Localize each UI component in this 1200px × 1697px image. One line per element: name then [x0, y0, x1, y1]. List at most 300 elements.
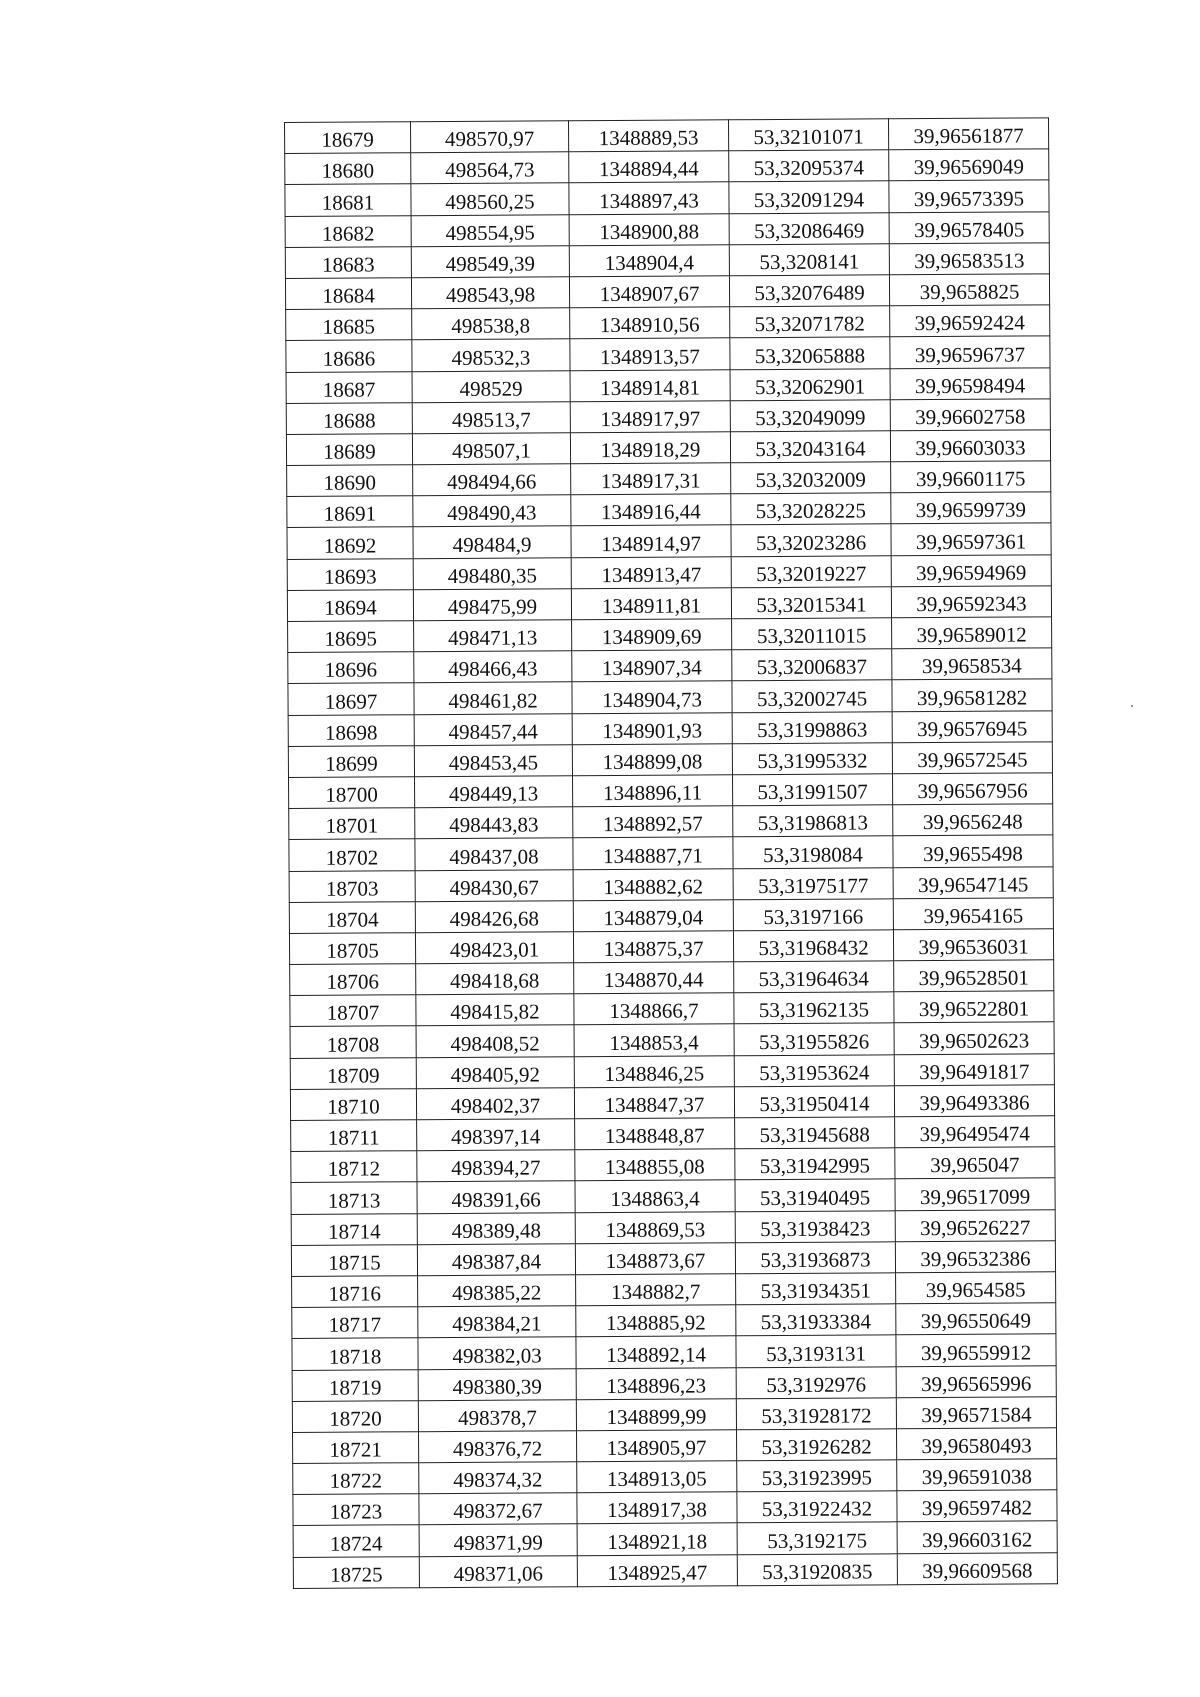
y-coordinate-cell [573, 899, 733, 931]
y-coordinate-text: 1348899,08 [602, 749, 703, 775]
latitude-cell [735, 1117, 895, 1149]
y-coordinate-cell [577, 1554, 737, 1586]
longitude-text: 39,9654165 [923, 903, 1024, 928]
table-row [289, 835, 1053, 871]
longitude-cell [890, 305, 1050, 337]
x-coordinate-cell [416, 1025, 574, 1057]
latitude-text: 53,31942995 [759, 1153, 871, 1179]
latitude-cell [730, 399, 890, 431]
x-coordinate-text: 498415,82 [450, 999, 540, 1025]
longitude-cell [891, 492, 1051, 524]
latitude-cell [734, 1023, 894, 1055]
x-coordinate-text: 498430,67 [449, 875, 539, 900]
latitude-text: 53,32095374 [753, 155, 864, 181]
longitude-cell [896, 1272, 1056, 1304]
longitude-cell [888, 118, 1048, 150]
latitude-text: 53,31950414 [759, 1091, 870, 1117]
point-number-cell [289, 870, 415, 902]
latitude-cell [735, 1148, 895, 1180]
y-coordinate-cell [574, 1055, 734, 1087]
latitude-text: 53,31936873 [760, 1247, 871, 1273]
longitude-text: 39,96598494 [914, 373, 1026, 398]
point-number-cell [286, 371, 412, 403]
latitude-text: 53,31938423 [760, 1216, 871, 1241]
latitude-text: 53,32028225 [755, 498, 867, 524]
y-coordinate-text: 1348901,93 [602, 718, 703, 743]
latitude-cell [732, 618, 892, 650]
table-row [285, 243, 1049, 279]
latitude-text: 53,3208141 [759, 249, 860, 275]
x-coordinate-text: 498475,99 [447, 594, 538, 620]
latitude-text: 53,32019227 [756, 561, 867, 586]
y-coordinate-text: 1348909,69 [601, 624, 702, 650]
x-coordinate-text: 498443,83 [449, 812, 539, 838]
x-coordinate-text: 498532,3 [451, 344, 531, 370]
point-number-text: 18696 [324, 657, 378, 683]
x-coordinate-cell [419, 1431, 577, 1463]
y-coordinate-text: 1348853,4 [609, 1030, 699, 1055]
longitude-cell [896, 1428, 1056, 1460]
point-number-cell [289, 839, 415, 871]
x-coordinate-cell [411, 214, 569, 246]
y-coordinate-text: 1348847,37 [604, 1092, 705, 1118]
longitude-cell [895, 1178, 1055, 1210]
y-coordinate-cell [571, 463, 731, 495]
y-coordinate-cell [572, 775, 732, 807]
point-number-text: 18702 [325, 844, 379, 870]
longitude-cell [889, 211, 1049, 243]
y-coordinate-cell [570, 307, 730, 339]
y-coordinate-cell [573, 868, 733, 900]
latitude-cell [731, 493, 891, 525]
x-coordinate-text: 498471,13 [447, 625, 538, 651]
latitude-cell [730, 306, 890, 338]
latitude-cell [734, 1054, 894, 1086]
point-number-text: 18693 [323, 564, 377, 589]
y-coordinate-text: 1348904,4 [604, 250, 695, 275]
x-coordinate-text: 498397,14 [451, 1124, 541, 1150]
point-number-text: 18712 [327, 1156, 381, 1182]
x-coordinate-cell [415, 838, 573, 870]
longitude-cell [892, 742, 1052, 774]
x-coordinate-text: 498549,39 [445, 251, 536, 276]
x-coordinate-cell [415, 932, 573, 964]
point-number-text: 18697 [324, 689, 378, 714]
table-row [286, 305, 1050, 341]
point-number-text: 18721 [329, 1437, 382, 1462]
point-number-cell [286, 309, 412, 341]
y-coordinate-cell [571, 556, 731, 588]
x-coordinate-cell [414, 651, 572, 683]
longitude-cell [895, 1209, 1055, 1241]
point-number-text: 18717 [328, 1312, 382, 1338]
table-row [292, 1334, 1056, 1370]
longitude-cell [893, 898, 1053, 930]
longitude-text: 39,96602758 [915, 404, 1026, 430]
table-row [290, 1053, 1054, 1089]
longitude-cell [896, 1365, 1056, 1397]
latitude-cell [737, 1460, 897, 1492]
table-row [293, 1490, 1057, 1526]
y-coordinate-text: 1348892,14 [606, 1341, 706, 1367]
point-number-text: 18718 [328, 1343, 382, 1369]
point-number-text: 18719 [328, 1375, 382, 1400]
latitude-cell [731, 524, 891, 556]
point-number-text: 18686 [322, 345, 376, 371]
point-number-cell [286, 340, 412, 372]
x-coordinate-text: 498371,06 [453, 1561, 544, 1586]
x-coordinate-cell [417, 1150, 575, 1182]
latitude-text: 53,32049099 [755, 405, 866, 431]
table-row [287, 586, 1051, 622]
longitude-text: 39,96592424 [914, 310, 1025, 336]
table-row [289, 866, 1053, 902]
table-row [292, 1303, 1056, 1339]
latitude-text: 53,32043164 [755, 436, 866, 462]
latitude-text: 53,31934351 [760, 1278, 871, 1304]
table-row [288, 679, 1052, 715]
y-coordinate-text: 1348869,53 [605, 1217, 706, 1242]
longitude-cell [894, 1085, 1054, 1117]
x-coordinate-cell [412, 308, 570, 340]
longitude-cell [895, 1241, 1055, 1273]
x-coordinate-cell [418, 1399, 576, 1431]
y-coordinate-text: 1348904,73 [602, 687, 702, 712]
longitude-text: 39,9658825 [919, 279, 1020, 305]
y-coordinate-cell [577, 1523, 737, 1555]
x-coordinate-cell [411, 183, 569, 215]
y-coordinate-cell [570, 400, 730, 432]
y-coordinate-cell [570, 432, 730, 464]
longitude-cell [892, 679, 1052, 711]
point-number-text: 18690 [323, 470, 377, 496]
x-coordinate-text: 498449,13 [448, 781, 539, 807]
x-coordinate-cell [411, 277, 569, 309]
latitude-text: 53,31968432 [758, 935, 869, 961]
y-coordinate-text: 1348914,97 [601, 531, 702, 556]
point-number-text: 18681 [321, 190, 375, 215]
longitude-cell [891, 461, 1051, 493]
point-number-cell [293, 1556, 419, 1588]
latitude-text: 53,31923995 [761, 1465, 872, 1491]
latitude-text: 53,31964634 [758, 966, 869, 992]
latitude-cell [735, 1210, 895, 1242]
longitude-text: 39,96561877 [913, 123, 1024, 149]
latitude-cell [736, 1366, 896, 1398]
latitude-cell [732, 743, 892, 775]
x-coordinate-text: 498402,37 [450, 1093, 541, 1118]
y-coordinate-text: 1348907,34 [601, 655, 702, 681]
x-coordinate-text: 498394,27 [451, 1155, 541, 1181]
y-coordinate-text: 1348905,97 [606, 1435, 707, 1461]
latitude-cell [730, 368, 890, 400]
latitude-text: 53,31945688 [759, 1122, 870, 1148]
latitude-text: 53,31995332 [757, 748, 868, 774]
latitude-cell [729, 244, 889, 276]
longitude-text: 39,96491817 [919, 1059, 1030, 1084]
point-number-cell [290, 1089, 416, 1121]
coordinates-table-body [285, 118, 1058, 1588]
latitude-cell [732, 774, 892, 806]
longitude-text: 39,96571584 [921, 1402, 1032, 1428]
point-number-cell [291, 1182, 417, 1214]
point-number-cell [287, 527, 413, 559]
longitude-text: 39,96517099 [919, 1184, 1031, 1209]
x-coordinate-cell [413, 557, 571, 589]
point-number-cell [286, 434, 412, 466]
latitude-text: 53,3192976 [766, 1372, 867, 1397]
x-coordinate-text: 498389,48 [451, 1218, 541, 1243]
y-coordinate-text: 1348897,43 [599, 188, 699, 213]
y-coordinate-text: 1348925,47 [607, 1560, 708, 1585]
x-coordinate-text: 498461,82 [448, 688, 538, 713]
table-row [292, 1272, 1056, 1308]
longitude-cell [894, 991, 1054, 1023]
point-number-text: 18684 [322, 283, 375, 308]
x-coordinate-cell [416, 994, 574, 1026]
point-number-text: 18707 [326, 1000, 380, 1026]
y-coordinate-cell [577, 1492, 737, 1524]
x-coordinate-text: 498374,32 [453, 1467, 543, 1493]
longitude-text: 39,96594969 [916, 560, 1027, 585]
point-number-cell [287, 465, 413, 497]
latitude-text: 53,31998863 [757, 717, 868, 742]
latitude-text: 53,31920835 [762, 1559, 873, 1584]
point-number-text: 18692 [323, 533, 377, 558]
point-number-text: 18679 [321, 127, 374, 152]
point-number-cell [290, 964, 416, 996]
x-coordinate-cell [414, 682, 572, 714]
y-coordinate-cell [570, 338, 730, 370]
latitude-cell [732, 711, 892, 743]
point-number-cell [291, 1213, 417, 1245]
point-number-cell [288, 714, 414, 746]
latitude-cell [733, 805, 893, 837]
latitude-cell [728, 119, 888, 151]
longitude-cell [897, 1459, 1057, 1491]
point-number-text: 18720 [329, 1406, 382, 1431]
x-coordinate-cell [418, 1306, 576, 1338]
longitude-text: 39,965047 [930, 1152, 1020, 1178]
table-row [290, 1085, 1054, 1121]
latitude-text: 53,32023286 [755, 530, 867, 555]
point-number-text: 18700 [325, 782, 378, 807]
latitude-cell [733, 836, 893, 868]
latitude-text: 53,31922432 [761, 1496, 873, 1522]
longitude-text: 39,96550649 [920, 1308, 1032, 1334]
x-coordinate-cell [413, 589, 571, 621]
y-coordinate-cell [574, 1087, 734, 1119]
x-coordinate-text: 498376,72 [452, 1436, 543, 1462]
latitude-text: 53,31940495 [759, 1185, 871, 1210]
x-coordinate-text: 498391,66 [451, 1187, 541, 1212]
y-coordinate-text: 1348882,7 [610, 1279, 701, 1305]
point-number-text: 18725 [330, 1562, 383, 1587]
x-coordinate-cell [411, 121, 569, 153]
longitude-cell [893, 866, 1053, 898]
point-number-cell [287, 496, 413, 528]
y-coordinate-text: 1348866,7 [609, 998, 699, 1024]
table-row [288, 648, 1052, 684]
point-number-cell [293, 1525, 419, 1557]
latitude-text: 53,32062901 [754, 374, 866, 399]
latitude-cell [729, 212, 889, 244]
longitude-cell [893, 929, 1053, 961]
y-coordinate-text: 1348894,44 [598, 156, 699, 182]
y-coordinate-text: 1348899,99 [606, 1404, 707, 1429]
table-row [288, 742, 1052, 778]
x-coordinate-cell [415, 900, 573, 932]
latitude-cell [731, 555, 891, 587]
x-coordinate-text: 498384,21 [452, 1311, 542, 1337]
latitude-cell [729, 181, 889, 213]
longitude-cell [889, 180, 1049, 212]
latitude-cell [733, 930, 893, 962]
x-coordinate-text: 498437,08 [449, 843, 539, 869]
point-number-text: 18701 [325, 813, 379, 839]
latitude-text: 53,32065888 [754, 342, 866, 368]
y-coordinate-text: 1348917,38 [607, 1497, 707, 1523]
latitude-text: 53,32015341 [756, 592, 867, 618]
x-coordinate-cell [411, 152, 569, 184]
table-row [285, 211, 1049, 247]
point-number-cell [289, 777, 415, 809]
latitude-cell [731, 462, 891, 494]
y-coordinate-text: 1348873,67 [605, 1248, 706, 1273]
x-coordinate-text: 498423,01 [449, 937, 540, 963]
point-number-cell [287, 558, 413, 590]
longitude-text: 39,96589012 [916, 622, 1027, 648]
latitude-cell [736, 1429, 896, 1461]
y-coordinate-text: 1348896,11 [603, 780, 703, 806]
y-coordinate-text: 1348911,81 [601, 593, 702, 619]
latitude-text: 53,3198084 [763, 841, 863, 867]
x-coordinate-text: 498466,43 [448, 656, 538, 682]
y-coordinate-text: 1348887,71 [603, 842, 703, 868]
y-coordinate-text: 1348882,62 [603, 874, 704, 899]
point-number-text: 18688 [323, 408, 376, 433]
table-row [291, 1178, 1055, 1214]
y-coordinate-cell [575, 1118, 735, 1150]
longitude-text: 39,96601175 [915, 466, 1026, 492]
x-coordinate-text: 498484,9 [452, 532, 532, 557]
point-number-cell [291, 1151, 417, 1183]
longitude-text: 39,96581282 [916, 685, 1028, 710]
point-number-cell [288, 652, 414, 684]
point-number-text: 18722 [329, 1468, 383, 1493]
longitude-text: 39,96572545 [917, 747, 1028, 773]
point-number-cell [285, 153, 411, 185]
longitude-text: 39,96493386 [919, 1090, 1030, 1116]
latitude-cell [736, 1335, 896, 1367]
longitude-cell [895, 1147, 1055, 1179]
y-coordinate-text: 1348910,56 [599, 312, 700, 338]
longitude-text: 39,96573395 [913, 186, 1025, 211]
longitude-text: 39,96576945 [917, 716, 1028, 741]
y-coordinate-cell [573, 931, 733, 963]
table-row [285, 180, 1049, 216]
point-number-cell [289, 808, 415, 840]
y-coordinate-text: 1348879,04 [603, 905, 704, 930]
y-coordinate-text: 1348900,88 [599, 219, 700, 244]
longitude-text: 39,96569049 [913, 154, 1024, 180]
coordinates-table [284, 117, 1058, 1588]
x-coordinate-text: 498387,84 [451, 1249, 542, 1274]
x-coordinate-cell [413, 526, 571, 558]
y-coordinate-cell [575, 1180, 735, 1212]
latitude-text: 53,32071782 [754, 311, 865, 337]
x-coordinate-cell [411, 246, 569, 278]
point-number-cell [285, 278, 411, 310]
scan-speck [1131, 705, 1133, 707]
table-row [285, 118, 1049, 154]
latitude-text: 53,31955826 [758, 1029, 870, 1054]
y-coordinate-cell [569, 182, 729, 214]
longitude-cell [897, 1490, 1057, 1522]
x-coordinate-text: 498405,92 [450, 1062, 541, 1087]
table-row [287, 492, 1051, 528]
latitude-cell [730, 431, 890, 463]
latitude-text: 53,3197166 [763, 904, 864, 929]
point-number-cell [292, 1400, 418, 1432]
point-number-text: 18695 [324, 626, 377, 651]
longitude-cell [890, 367, 1050, 399]
x-coordinate-text: 498382,03 [452, 1342, 542, 1368]
y-coordinate-cell [575, 1243, 735, 1275]
x-coordinate-cell [412, 370, 570, 402]
y-coordinate-text: 1348885,92 [605, 1310, 706, 1336]
table-row [289, 773, 1053, 809]
y-coordinate-cell [569, 213, 729, 245]
longitude-text: 39,96559912 [920, 1339, 1032, 1365]
y-coordinate-cell [573, 806, 733, 838]
x-coordinate-text: 498490,43 [447, 500, 537, 526]
latitude-text: 53,31928172 [761, 1403, 872, 1428]
point-number-text: 18711 [327, 1125, 380, 1150]
longitude-cell [889, 243, 1049, 275]
longitude-cell [893, 835, 1053, 867]
latitude-text: 53,32101071 [753, 124, 864, 150]
table-row [287, 461, 1051, 497]
point-number-cell [293, 1463, 419, 1495]
x-coordinate-text: 498408,52 [450, 1031, 540, 1056]
x-coordinate-cell [417, 1181, 575, 1213]
point-number-text: 18708 [326, 1032, 380, 1057]
y-coordinate-cell [568, 120, 728, 152]
x-coordinate-cell [415, 807, 573, 839]
x-coordinate-text: 498453,45 [448, 750, 539, 775]
x-coordinate-text: 498543,98 [445, 282, 536, 308]
longitude-text: 39,96596737 [914, 341, 1026, 367]
x-coordinate-cell [419, 1524, 577, 1556]
x-coordinate-text: 498426,68 [449, 906, 540, 931]
latitude-text: 53,31986813 [757, 810, 868, 836]
latitude-text: 53,31926282 [761, 1434, 872, 1460]
y-coordinate-text: 1348896,23 [606, 1373, 707, 1398]
longitude-cell [891, 586, 1051, 618]
y-coordinate-text: 1348916,44 [600, 499, 701, 525]
longitude-cell [897, 1552, 1057, 1584]
point-number-text: 18710 [327, 1094, 380, 1119]
latitude-cell [732, 680, 892, 712]
point-number-cell [289, 901, 415, 933]
x-coordinate-cell [412, 401, 570, 433]
table-row [286, 430, 1050, 466]
table-row [290, 991, 1054, 1027]
point-number-cell [293, 1432, 419, 1464]
point-number-text: 18715 [328, 1250, 381, 1275]
latitude-cell [731, 587, 891, 619]
